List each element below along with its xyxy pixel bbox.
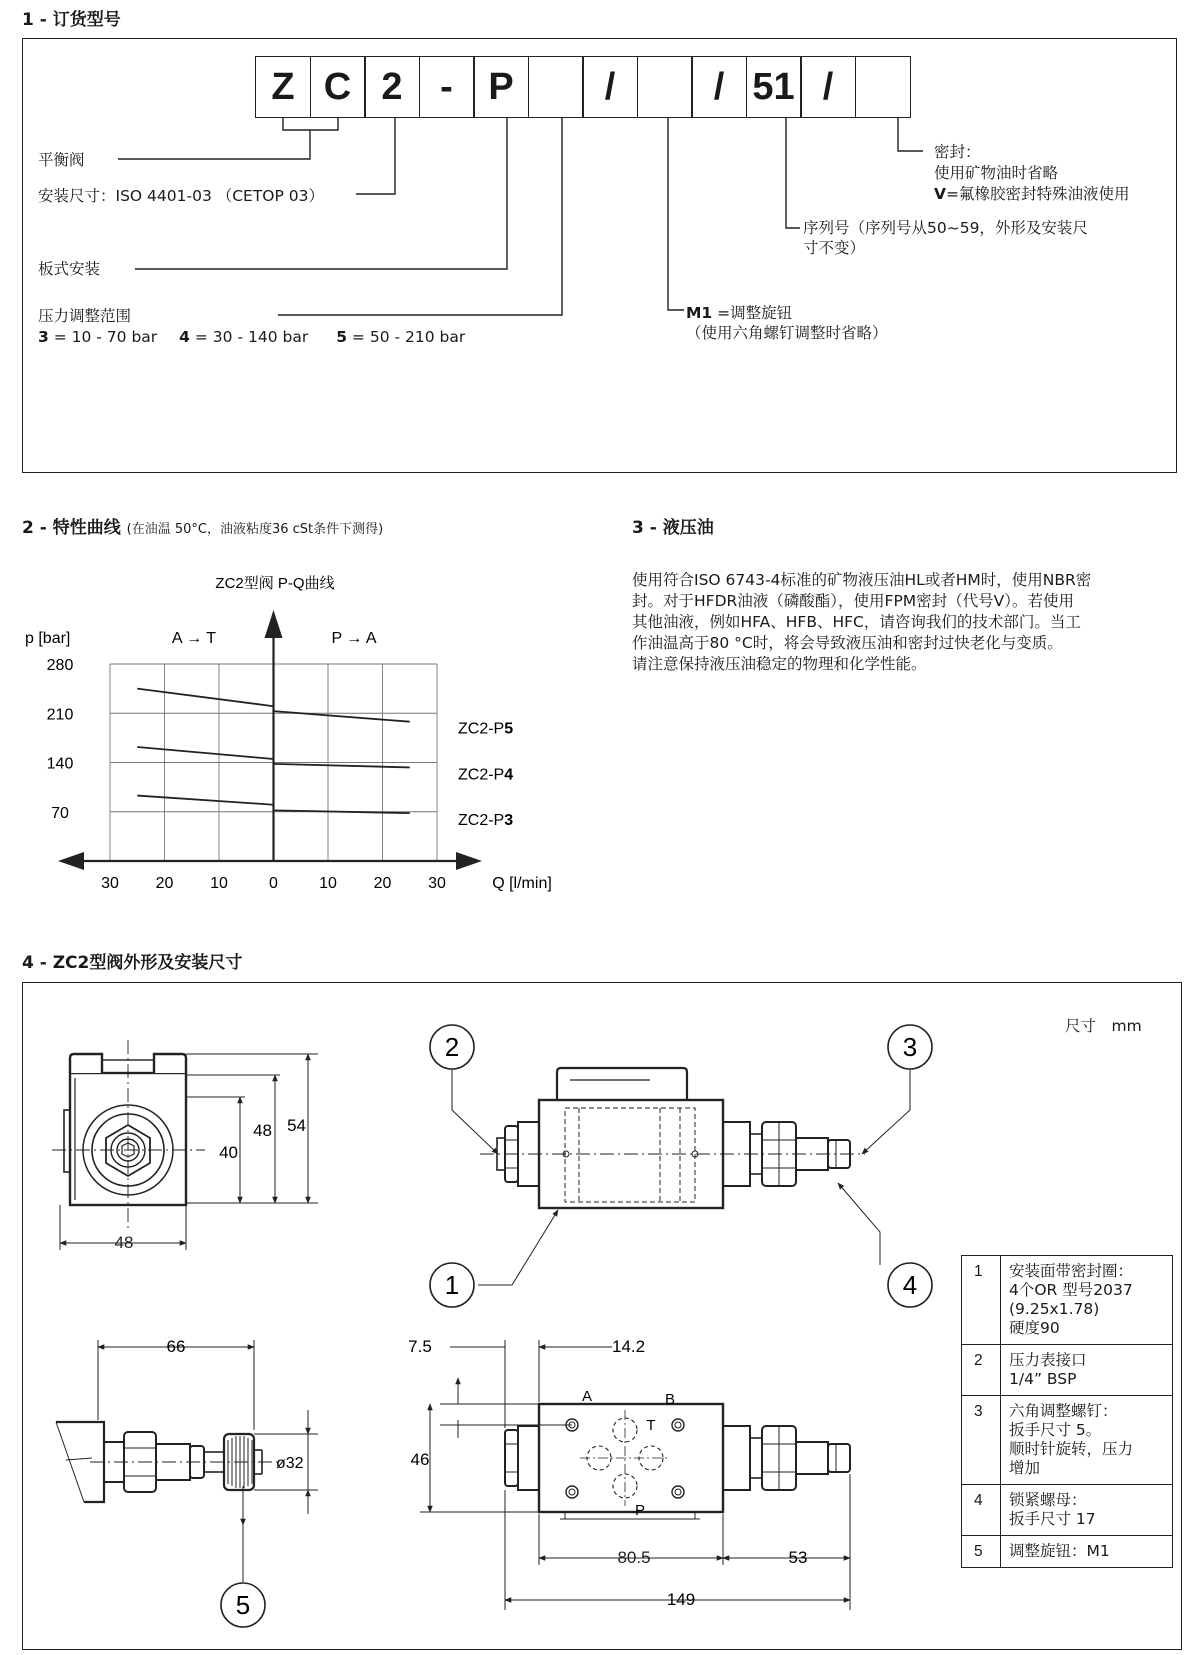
dim-14-2: 14.2 — [612, 1337, 646, 1356]
legend-table — [961, 1255, 1173, 1568]
legend-desc — [1001, 1396, 1173, 1485]
paragraph-line: 作油温高于80 °C时，将会导致液压油和密封过快老化与变质。 — [632, 634, 1063, 652]
y-tick-label: 210 — [46, 706, 74, 724]
callout-4 — [888, 1263, 932, 1307]
callout-5 — [221, 1583, 265, 1627]
code-cell-11: / — [800, 56, 856, 118]
code-cell-4: - — [419, 56, 475, 118]
y-tick-label: 140 — [46, 755, 74, 773]
chart-xlabel: Q [l/min] — [492, 875, 552, 892]
x-tick-label: 20 — [373, 875, 392, 892]
legend-desc — [1001, 1256, 1173, 1345]
seal-v-value: =氟橡胶密封特殊油液使用 — [946, 185, 1130, 203]
legend-num: 2 — [962, 1345, 1001, 1396]
section1-title: 1 - 订货型号 — [22, 10, 121, 30]
code-cell-3: 2 — [364, 56, 420, 118]
code-cell-1: Z — [255, 56, 311, 118]
range-5-value: = 50 - 210 bar — [347, 328, 466, 346]
label-seal-mineral: 使用矿物油时省略 — [934, 164, 1059, 182]
legend-num: 5 — [962, 1536, 1001, 1568]
legend-line: (9.25x1.78) — [1009, 1300, 1100, 1318]
callout-3-number: 3 — [902, 1032, 918, 1062]
legend-row — [962, 1396, 1173, 1485]
port-p-label: P — [634, 1502, 646, 1519]
callout-3 — [888, 1025, 932, 1069]
x-tick-label: 10 — [319, 875, 337, 892]
legend-line: 1/4” BSP — [1009, 1370, 1077, 1388]
dim-32: ø32 — [276, 1455, 304, 1472]
legend-num: 4 — [962, 1485, 1001, 1536]
series-label: ZC2-P5 — [458, 720, 514, 738]
legend-row — [962, 1485, 1173, 1536]
knob-detail-drawing — [56, 1340, 318, 1514]
series-label: ZC2-P4 — [458, 766, 514, 784]
dim-48-vertical: 48 — [253, 1121, 272, 1140]
dim-66: 66 — [166, 1337, 186, 1356]
chart-dir-left: A → T — [171, 630, 217, 647]
range-3-key: 3 — [38, 328, 49, 346]
paragraph-line: 请注意保持液压油稳定的物理和化学性能。 — [632, 655, 927, 673]
dim-80-5: 80.5 — [617, 1548, 651, 1567]
x-tick-label: 30 — [428, 875, 446, 892]
code-cell-9: / — [691, 56, 747, 118]
callout-4-number: 4 — [902, 1270, 918, 1300]
code-cell-10: 51 — [746, 56, 802, 118]
callout-5-number: 5 — [235, 1590, 251, 1620]
dim-149: 149 — [666, 1590, 696, 1609]
x-tick-label: 20 — [155, 875, 174, 892]
legend-row — [962, 1345, 1173, 1396]
series-label: ZC2-P3 — [458, 812, 514, 830]
code-cell-5: P — [473, 56, 529, 118]
legend-line: 压力表接口 — [1009, 1351, 1087, 1369]
y-tick-label: 70 — [51, 804, 69, 822]
port-b-label: B — [664, 1391, 676, 1408]
section2-note: (在油温 50°C，油液粘度36 cSt条件下测得) — [126, 522, 384, 537]
legend-desc — [1001, 1345, 1173, 1396]
range-3-value: = 10 - 70 bar — [48, 328, 158, 346]
port-a-label: A — [581, 1388, 593, 1405]
label-series-line1: 序列号（序列号从50~59，外形及安装尺 — [803, 219, 1088, 237]
y-tick-label: 280 — [46, 657, 74, 674]
legend-desc — [1001, 1536, 1173, 1568]
side-view-drawing — [52, 1040, 318, 1250]
paragraph-line: 使用符合ISO 6743-4标准的矿物液压油HL或者HM时，使用NBR密 — [632, 571, 1092, 589]
callout-2 — [430, 1025, 474, 1069]
chart-dir-right: P → A — [331, 630, 377, 647]
dim-46: 46 — [410, 1450, 430, 1469]
dim-7-5: 7.5 — [408, 1337, 432, 1356]
dim-48-horizontal: 48 — [114, 1233, 134, 1252]
callout-2-number: 2 — [444, 1032, 460, 1062]
range-5-key: 5 — [336, 328, 347, 346]
legend-line: 安装面带密封圈： — [1009, 1262, 1134, 1280]
front-view-drawing — [480, 1068, 865, 1208]
x-tick-label: 0 — [269, 875, 278, 892]
label-seal-title: 密封： — [934, 143, 981, 161]
legend-line: 六角调整螺钉： — [1009, 1402, 1118, 1420]
legend-line: 增加 — [1009, 1459, 1041, 1477]
legend-line: 调整旋钮：M1 — [1009, 1542, 1110, 1560]
code-cell-7: / — [582, 56, 638, 118]
top-view-drawing — [420, 1340, 850, 1610]
label-series-line2: 寸不变） — [803, 239, 866, 257]
label-mount-size: 安装尺寸：ISO 4401-03 （CETOP 03） — [38, 187, 325, 205]
chart-ylabel: p [bar] — [25, 630, 71, 647]
legend-line: 顺时针旋转，压力 — [1009, 1440, 1134, 1458]
label-m1-note: （使用六角螺钉调整时省略） — [686, 324, 888, 342]
range-4-value: = 30 - 140 bar — [189, 328, 309, 346]
callout-1 — [430, 1263, 474, 1307]
x-tick-label: 10 — [210, 875, 228, 892]
legend-row — [962, 1536, 1173, 1568]
unit-label: 尺寸 mm — [1065, 1017, 1142, 1035]
section2-title-text: 2 - 特性曲线 — [22, 518, 121, 538]
paragraph-line: 其他油液，例如HFA、HFB、HFC，请咨询我们的技术部门。当工 — [632, 613, 1081, 631]
section3-title: 3 - 液压油 — [632, 518, 714, 538]
callout-1-number: 1 — [444, 1270, 460, 1300]
legend-num: 3 — [962, 1396, 1001, 1485]
dim-40: 40 — [219, 1143, 238, 1162]
label-plate-mount: 板式安装 — [38, 260, 101, 278]
legend-row — [962, 1256, 1173, 1345]
x-tick-label: 30 — [101, 875, 119, 892]
legend-desc — [1001, 1485, 1173, 1536]
legend-line: 4个OR 型号2037 — [1009, 1281, 1133, 1299]
chart-title: ZC2型阀 P-Q曲线 — [215, 575, 335, 592]
range-4-key: 4 — [179, 328, 190, 346]
legend-num: 1 — [962, 1256, 1001, 1345]
legend-line: 锁紧螺母： — [1009, 1491, 1087, 1509]
port-t-label: T — [646, 1417, 656, 1434]
label-pressure-range-title: 压力调整范围 — [38, 307, 132, 325]
seal-v-key: V — [934, 185, 946, 203]
m1-value: =调整旋钮 — [712, 304, 793, 322]
m1-key: M1 — [686, 304, 713, 322]
legend-line: 扳手尺寸 5。 — [1009, 1421, 1102, 1439]
section4-title: 4 - ZC2型阀外形及安装尺寸 — [22, 953, 243, 973]
code-cell-2: C — [310, 56, 366, 118]
paragraph-line: 封。对于HFDR油液（磷酸酯），使用FPM密封（代号V）。若使用 — [632, 592, 1075, 610]
dim-54: 54 — [287, 1116, 306, 1135]
legend-line: 扳手尺寸 17 — [1009, 1510, 1096, 1528]
label-balance-valve: 平衡阀 — [38, 151, 85, 169]
legend-line: 硬度90 — [1009, 1319, 1060, 1337]
dim-53: 53 — [788, 1548, 808, 1567]
